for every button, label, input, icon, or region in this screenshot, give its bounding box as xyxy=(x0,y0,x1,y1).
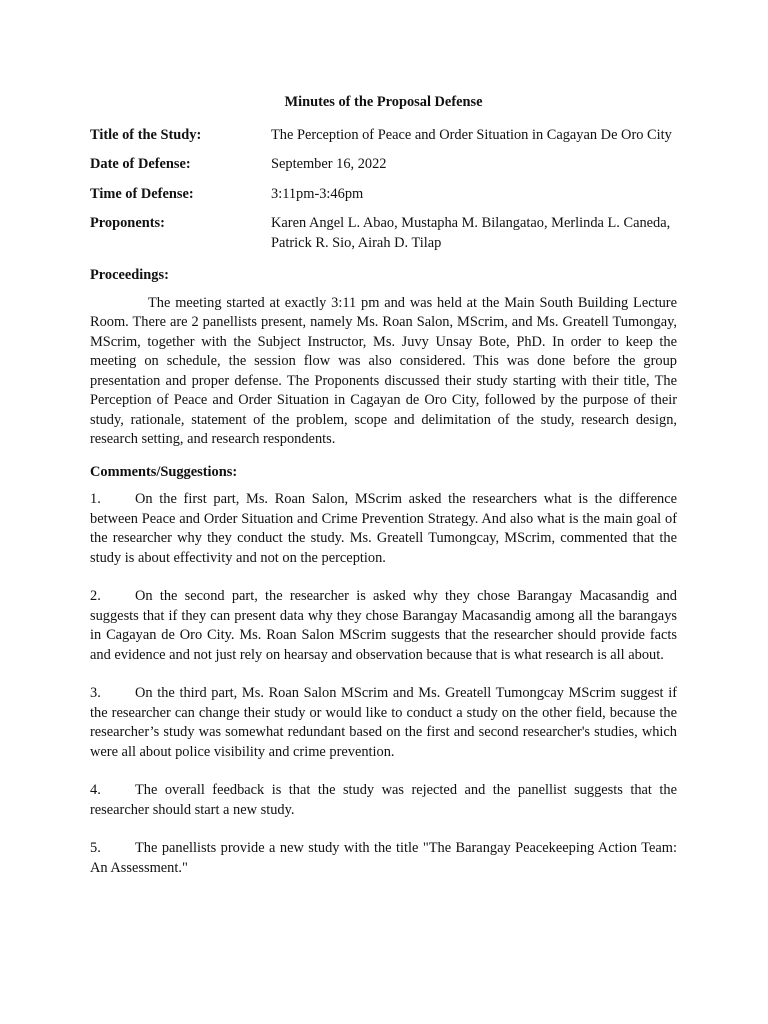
meta-value: September 16, 2022 xyxy=(271,156,387,172)
comment-text: The overall feedback is that the study was rejected and the panellist suggests that the researcher should start a new study. xyxy=(90,782,677,818)
meta-label: Time of Defense: xyxy=(90,185,194,202)
document-title: Minutes of the Proposal Defense xyxy=(284,94,483,110)
meta-value: Karen Angel L. Abao, Mustapha M. Bilangatao, Merlinda L. Caneda, Patrick R. Sio, Airah D. Tilap xyxy=(271,215,671,251)
comment-number: 3. xyxy=(90,685,101,701)
proceedings-paragraph: The meeting started at exactly 3:11 pm and was held at the Main South Building Lecture Room. There are 2 panellists present, namely Ms. Roan Salon, MScrim, and Ms. Greatell Tumongay, MScrim, together with the Subject Instructor, Ms. Juvy Unsay Bote, PhD. In order to keep the meeting on schedule, the session flow was also considered. This was done before the group presentation and proper defense. The Proponents discussed their study starting with their title, The Perception of Peace and Order Situation in Cagayan de Oro City, followed by the purpose of their study, rationale, statement of the problem, scope and delimitation of the study, research design, research setting, and research respondents. xyxy=(90,294,677,447)
comment-item xyxy=(90,781,677,820)
meta-label: Proponents: xyxy=(90,215,165,231)
comment-text: The panellists provide a new study with the title "The Barangay Peacekeeping Action Team: An Assessment." xyxy=(90,840,677,876)
comment-number: 1. xyxy=(90,491,101,507)
comments-heading: Comments/Suggestions: xyxy=(90,463,238,480)
comment-number: 4. xyxy=(90,782,101,798)
comment-number: 5. xyxy=(90,840,101,856)
comment-item xyxy=(90,684,677,762)
meta-row-proponents xyxy=(90,214,677,253)
meta-label: Date of Defense: xyxy=(90,156,191,172)
comment-item xyxy=(90,490,677,568)
meta-value: 3:11pm-3:46pm xyxy=(271,185,364,202)
meta-label: Title of the Study: xyxy=(90,126,202,143)
comment-text: On the second part, the researcher is asked why they chose Barangay Macasandig and suggests that if they can present data why they chose Barangay Macasandig among all the barangays in Cagayan de Oro City. Ms. Roan Salon MScrim suggests that the researcher should provide facts and evidence and not just rely on hearsay and observation because that is what research is all about. xyxy=(90,588,677,663)
meta-row-title xyxy=(90,126,677,146)
meta-row-time xyxy=(90,185,677,205)
comment-text: On the third part, Ms. Roan Salon MScrim and Ms. Greatell Tumongcay MScrim suggest if the researcher can change their study or would like to conduct a study on the other field, because the researcher’s study was somewhat redundant based on the first and second researcher's studies, which were all about police visibility and crime prevention. xyxy=(90,685,677,760)
comment-number: 2. xyxy=(90,588,101,604)
comment-text: On the first part, Ms. Roan Salon, MScrim asked the researchers what is the difference between Peace and Order Situation and Crime Prevention Strategy. And also what is the main goal of the researcher why they conduct the study. Ms. Greatell Tumongcay, MScrim, commented that the study is about effectivity and not on the perception. xyxy=(90,491,677,566)
comment-item xyxy=(90,839,677,878)
proceedings-heading: Proceedings: xyxy=(90,267,169,283)
comment-item xyxy=(90,587,677,665)
meta-value: The Perception of Peace and Order Situation in Cagayan De Oro City xyxy=(271,126,672,143)
meta-row-date xyxy=(90,155,677,175)
document-page xyxy=(90,93,677,897)
